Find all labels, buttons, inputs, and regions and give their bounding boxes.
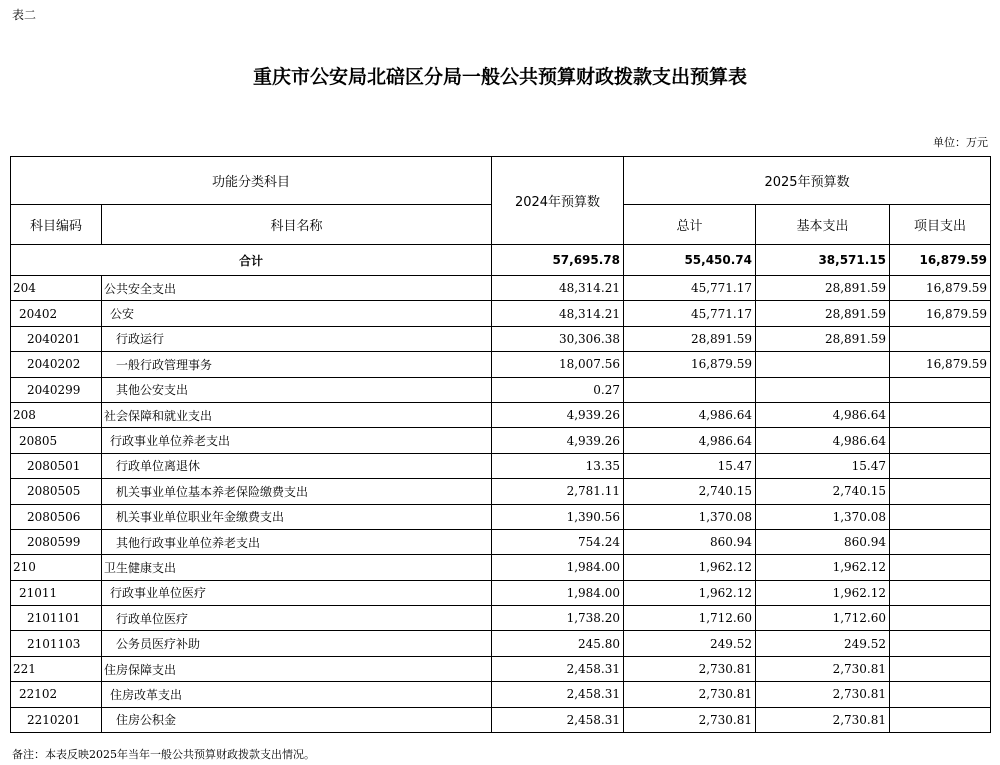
budget-2025-basic: 2,730.81 xyxy=(756,656,890,681)
subject-code: 2040299 xyxy=(11,377,102,402)
budget-2025-project xyxy=(890,377,991,402)
subject-name: 机关事业单位基本养老保险缴费支出 xyxy=(102,479,492,504)
budget-2025-project xyxy=(890,326,991,351)
header-2024-budget: 2024年预算数 xyxy=(492,157,624,245)
subject-name: 公共安全支出 xyxy=(102,276,492,301)
budget-2025-total: 15.47 xyxy=(624,453,756,478)
budget-2024: 2,781.11 xyxy=(492,479,624,504)
subject-code: 2040202 xyxy=(11,352,102,377)
budget-2025-basic: 28,891.59 xyxy=(756,276,890,301)
subject-name: 公务员医疗补助 xyxy=(102,631,492,656)
footnote: 备注：本表反映2025年当年一般公共预算财政拨款支出情况。 xyxy=(12,748,315,761)
subject-code: 20402 xyxy=(11,301,102,326)
subject-name: 行政运行 xyxy=(102,326,492,351)
subject-name: 公安 xyxy=(102,301,492,326)
table-row xyxy=(11,377,991,402)
budget-2025-total: 4,986.64 xyxy=(624,428,756,453)
budget-2025-basic: 4,986.64 xyxy=(756,428,890,453)
subject-name: 社会保障和就业支出 xyxy=(102,402,492,427)
budget-2025-basic: 28,891.59 xyxy=(756,326,890,351)
budget-2025-basic: 2,730.81 xyxy=(756,682,890,707)
budget-2025-project: 16,879.59 xyxy=(890,352,991,377)
budget-2025-project xyxy=(890,428,991,453)
subject-name: 行政事业单位养老支出 xyxy=(102,428,492,453)
subject-code: 20805 xyxy=(11,428,102,453)
table-row xyxy=(11,682,991,707)
table-row xyxy=(11,555,991,580)
subject-name: 一般行政管理事务 xyxy=(102,352,492,377)
header-subject-name: 科目名称 xyxy=(102,205,492,245)
budget-2024: 1,984.00 xyxy=(492,555,624,580)
budget-2025-basic: 28,891.59 xyxy=(756,301,890,326)
budget-2024: 4,939.26 xyxy=(492,402,624,427)
table-row xyxy=(11,707,991,732)
budget-2024: 1,984.00 xyxy=(492,580,624,605)
budget-2024: 2,458.31 xyxy=(492,682,624,707)
header-basic-expenditure: 基本支出 xyxy=(756,205,890,245)
budget-2025-basic xyxy=(756,377,890,402)
subject-name: 行政单位医疗 xyxy=(102,606,492,631)
budget-2025-basic: 860.94 xyxy=(756,529,890,554)
table-row xyxy=(11,656,991,681)
subject-code: 210 xyxy=(11,555,102,580)
subject-name: 卫生健康支出 xyxy=(102,555,492,580)
budget-2025-total: 1,370.08 xyxy=(624,504,756,529)
table-row xyxy=(11,301,991,326)
subject-name: 行政事业单位医疗 xyxy=(102,580,492,605)
total-2024: 57,695.78 xyxy=(492,245,624,276)
budget-2025-basic: 2,730.81 xyxy=(756,707,890,732)
budget-2025-project xyxy=(890,529,991,554)
budget-2025-basic: 15.47 xyxy=(756,453,890,478)
budget-2025-project xyxy=(890,479,991,504)
budget-2025-total: 45,771.17 xyxy=(624,276,756,301)
subject-name: 住房公积金 xyxy=(102,707,492,732)
budget-2025-total xyxy=(624,377,756,402)
header-project-expenditure: 项目支出 xyxy=(890,205,991,245)
subject-code: 2101101 xyxy=(11,606,102,631)
table-row xyxy=(11,529,991,554)
header-2025-budget: 2025年预算数 xyxy=(624,157,991,205)
table-row xyxy=(11,276,991,301)
budget-2025-total: 16,879.59 xyxy=(624,352,756,377)
header-functional-category: 功能分类科目 xyxy=(11,157,492,205)
budget-2025-project xyxy=(890,555,991,580)
table-row xyxy=(11,606,991,631)
budget-2024: 245.80 xyxy=(492,631,624,656)
total-label: 合计 xyxy=(11,245,492,276)
subject-code: 2080505 xyxy=(11,479,102,504)
budget-2025-total: 2,740.15 xyxy=(624,479,756,504)
budget-2024: 48,314.21 xyxy=(492,301,624,326)
subject-code: 204 xyxy=(11,276,102,301)
subject-code: 22102 xyxy=(11,682,102,707)
budget-2024: 1,390.56 xyxy=(492,504,624,529)
budget-2025-basic xyxy=(756,352,890,377)
budget-2025-total: 45,771.17 xyxy=(624,301,756,326)
subject-name: 机关事业单位职业年金缴费支出 xyxy=(102,504,492,529)
budget-2025-basic: 1,962.12 xyxy=(756,555,890,580)
table-row xyxy=(11,352,991,377)
table-row xyxy=(11,453,991,478)
subject-code: 21011 xyxy=(11,580,102,605)
subject-code: 2080506 xyxy=(11,504,102,529)
budget-2025-total: 860.94 xyxy=(624,529,756,554)
table-row xyxy=(11,479,991,504)
budget-2024: 48,314.21 xyxy=(492,276,624,301)
subject-name: 住房保障支出 xyxy=(102,656,492,681)
budget-2025-total: 2,730.81 xyxy=(624,707,756,732)
total-2025-total: 55,450.74 xyxy=(624,245,756,276)
budget-2025-project xyxy=(890,707,991,732)
budget-2025-project xyxy=(890,580,991,605)
budget-2025-basic: 4,986.64 xyxy=(756,402,890,427)
budget-2025-project xyxy=(890,656,991,681)
budget-2025-basic: 1,370.08 xyxy=(756,504,890,529)
total-2025-project: 16,879.59 xyxy=(890,245,991,276)
budget-2025-project: 16,879.59 xyxy=(890,301,991,326)
budget-2024: 754.24 xyxy=(492,529,624,554)
subject-name: 行政单位离退休 xyxy=(102,453,492,478)
page-title: 重庆市公安局北碚区分局一般公共预算财政拨款支出预算表 xyxy=(252,66,747,88)
budget-2025-basic: 1,712.60 xyxy=(756,606,890,631)
table-row xyxy=(11,580,991,605)
subject-code: 2101103 xyxy=(11,631,102,656)
budget-2025-project xyxy=(890,504,991,529)
header-subject-code: 科目编码 xyxy=(11,205,102,245)
subject-code: 2080599 xyxy=(11,529,102,554)
budget-2025-total: 2,730.81 xyxy=(624,656,756,681)
budget-2025-total: 4,986.64 xyxy=(624,402,756,427)
table-row xyxy=(11,504,991,529)
budget-2025-total: 1,962.12 xyxy=(624,555,756,580)
unit-label: 单位：万元 xyxy=(933,136,988,149)
budget-2024: 4,939.26 xyxy=(492,428,624,453)
budget-2025-basic: 2,740.15 xyxy=(756,479,890,504)
budget-2025-project xyxy=(890,682,991,707)
budget-2024: 2,458.31 xyxy=(492,656,624,681)
table-row xyxy=(11,631,991,656)
budget-2024: 30,306.38 xyxy=(492,326,624,351)
budget-2025-total: 249.52 xyxy=(624,631,756,656)
budget-2025-total: 28,891.59 xyxy=(624,326,756,351)
budget-2025-project xyxy=(890,606,991,631)
table-row xyxy=(11,402,991,427)
subject-name: 其他行政事业单位养老支出 xyxy=(102,529,492,554)
budget-2024: 18,007.56 xyxy=(492,352,624,377)
budget-2024: 0.27 xyxy=(492,377,624,402)
subject-code: 208 xyxy=(11,402,102,427)
budget-2025-project: 16,879.59 xyxy=(890,276,991,301)
header-total: 总计 xyxy=(624,205,756,245)
budget-2025-basic: 1,962.12 xyxy=(756,580,890,605)
total-row xyxy=(11,245,991,276)
table-row xyxy=(11,326,991,351)
budget-2025-total: 2,730.81 xyxy=(624,682,756,707)
budget-2025-project xyxy=(890,631,991,656)
budget-table xyxy=(10,156,991,733)
budget-2025-project xyxy=(890,453,991,478)
budget-2025-project xyxy=(890,402,991,427)
total-2025-basic: 38,571.15 xyxy=(756,245,890,276)
subject-name: 其他公安支出 xyxy=(102,377,492,402)
subject-code: 2040201 xyxy=(11,326,102,351)
budget-2024: 13.35 xyxy=(492,453,624,478)
budget-2024: 1,738.20 xyxy=(492,606,624,631)
budget-2024: 2,458.31 xyxy=(492,707,624,732)
subject-code: 2080501 xyxy=(11,453,102,478)
subject-name: 住房改革支出 xyxy=(102,682,492,707)
subject-code: 221 xyxy=(11,656,102,681)
budget-2025-total: 1,712.60 xyxy=(624,606,756,631)
budget-2025-basic: 249.52 xyxy=(756,631,890,656)
table-row xyxy=(11,428,991,453)
budget-2025-total: 1,962.12 xyxy=(624,580,756,605)
table-number-label: 表二 xyxy=(12,8,37,22)
subject-code: 2210201 xyxy=(11,707,102,732)
